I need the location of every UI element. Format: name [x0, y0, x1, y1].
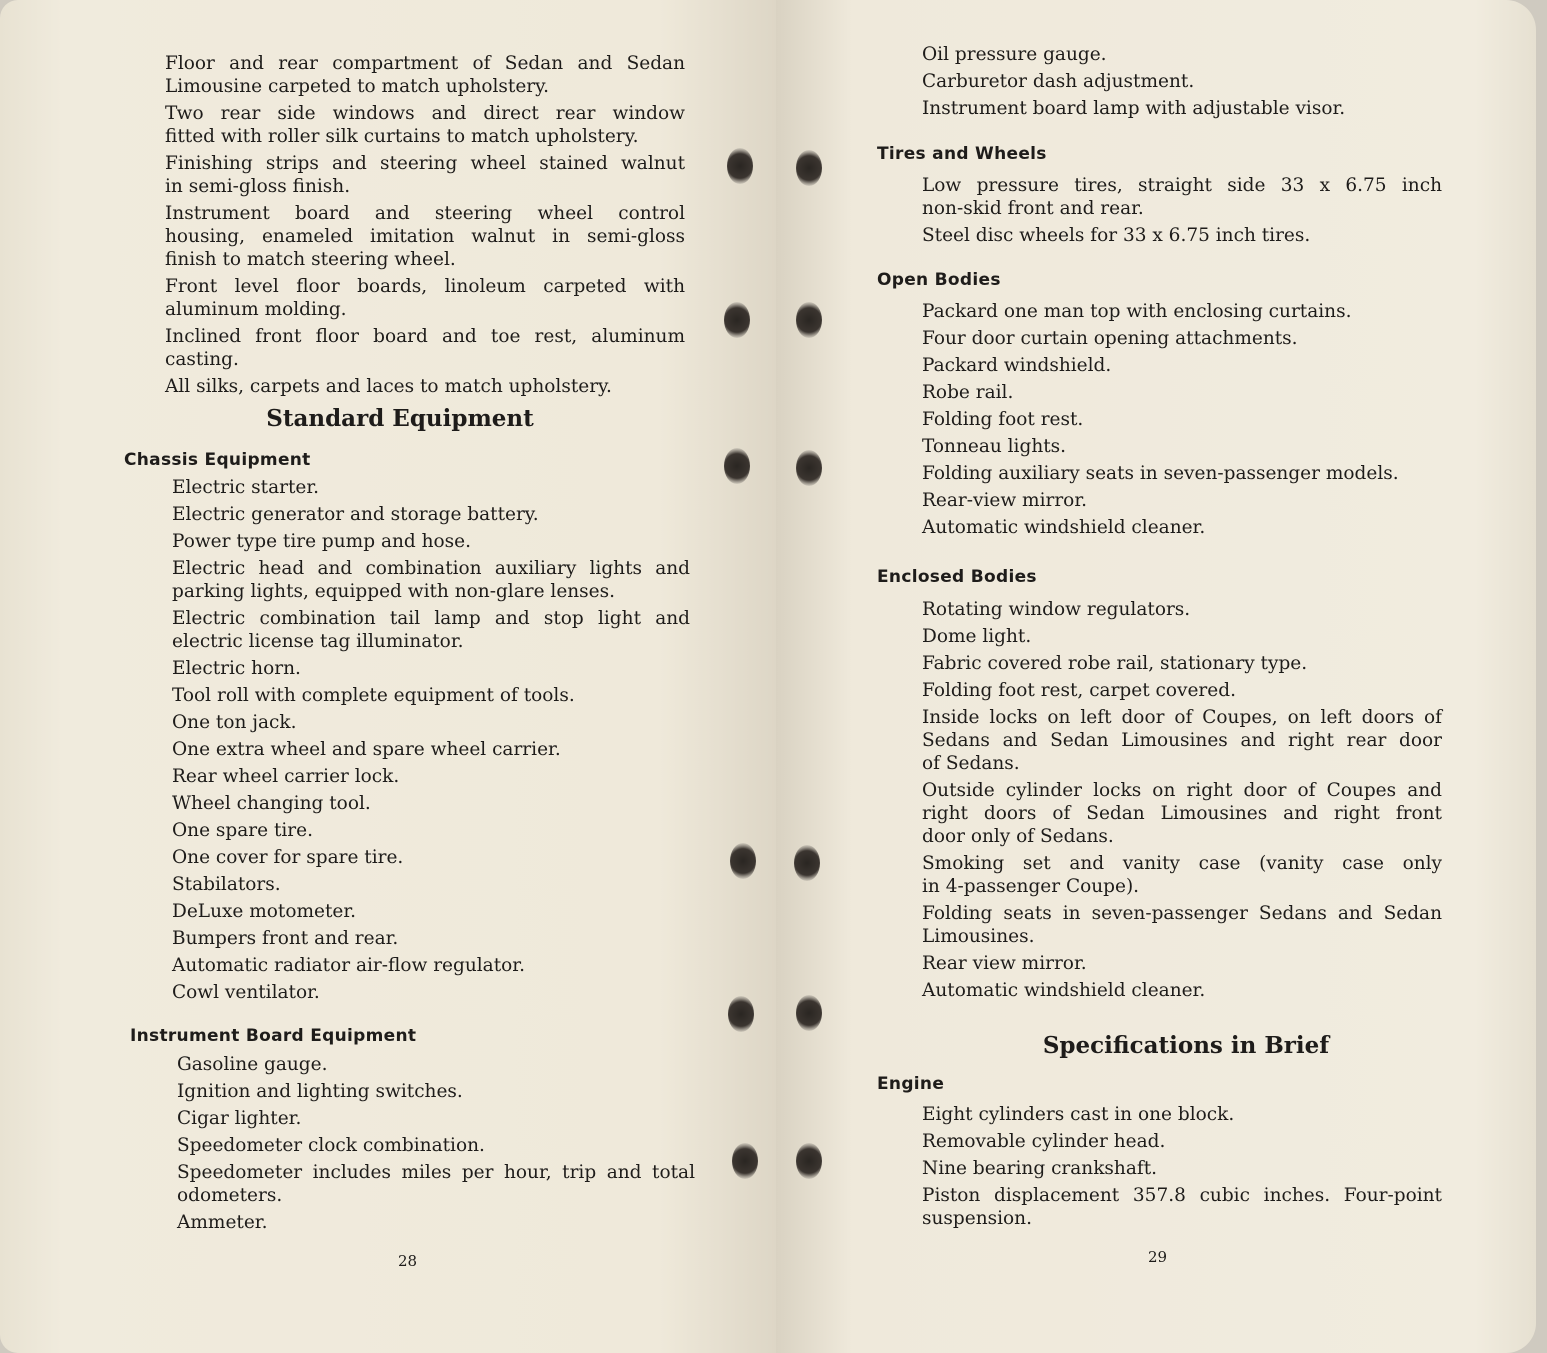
list-item [177, 1161, 695, 1207]
item-line: Low pressure tires, straight side 33 x 6.75 inch [922, 175, 1442, 196]
list-item [922, 1130, 1442, 1153]
list-item [172, 819, 690, 842]
list-item [172, 530, 690, 553]
intro-list [165, 52, 685, 402]
item-line: Oil pressure gauge. [922, 44, 1107, 65]
list-item [172, 792, 690, 815]
list-item [922, 625, 1442, 648]
item-line: Sedans and Sedan Limousines and right rear door [922, 730, 1442, 751]
item-line: Instrument board lamp with adjustable visor. [922, 98, 1346, 119]
page-number: 28 [398, 1252, 418, 1270]
list-item [922, 902, 1442, 948]
subheading-open-bodies: Open Bodies [877, 270, 1001, 290]
list-item [165, 102, 685, 148]
item-line: aluminum molding. [165, 299, 347, 320]
list-item [922, 652, 1442, 675]
item-line: Instrument board and steering wheel control [165, 203, 685, 224]
item-line: Rear wheel carrier lock. [172, 766, 400, 787]
item-line: Gasoline gauge. [177, 1054, 328, 1075]
item-line: Outside cylinder locks on right door of Coupes and [922, 780, 1442, 801]
item-line: Electric generator and storage battery. [172, 504, 539, 525]
chassis-list [172, 476, 690, 1008]
list-item [922, 224, 1442, 247]
list-item [172, 927, 690, 950]
item-line: Electric head and combination auxiliary lights and [172, 558, 690, 579]
item-line: Rear view mirror. [922, 953, 1087, 974]
list-item [165, 275, 685, 321]
binder-hole [732, 1143, 758, 1179]
item-line: Packard one man top with enclosing curtains. [922, 301, 1352, 322]
list-item [922, 435, 1442, 458]
instrument-list [177, 1053, 695, 1238]
item-line: Cowl ventilator. [172, 982, 320, 1003]
list-item [172, 476, 690, 499]
item-line: Electric starter. [172, 477, 320, 498]
binder-hole [724, 302, 750, 338]
subheading-enclosed-bodies: Enclosed Bodies [877, 567, 1037, 587]
item-line: One ton jack. [172, 712, 297, 733]
item-line: right doors of Sedan Limousines and right front [922, 803, 1442, 824]
binder-hole [796, 1143, 822, 1179]
list-item [922, 408, 1442, 431]
item-line: parking lights, equipped with non-glare lenses. [172, 581, 615, 602]
item-line: One cover for spare tire. [172, 847, 404, 868]
item-line: Electric combination tail lamp and stop light and [172, 608, 690, 629]
item-line: Piston displacement 357.8 cubic inches. Four-point [922, 1185, 1442, 1206]
item-line: odometers. [177, 1185, 283, 1206]
binder-hole [796, 450, 822, 486]
list-item [165, 375, 685, 398]
item-line: casting. [165, 349, 239, 370]
list-item [177, 1080, 695, 1103]
list-item [165, 52, 685, 98]
item-line: Eight cylinders cast in one block. [922, 1104, 1235, 1125]
list-item [922, 381, 1442, 404]
item-line: Carburetor dash adjustment. [922, 71, 1195, 92]
list-item [177, 1134, 695, 1157]
list-item [172, 711, 690, 734]
list-item [922, 174, 1442, 220]
right-page [776, 0, 1536, 1353]
subheading-tires-wheels: Tires and Wheels [877, 144, 1047, 164]
item-line: One spare tire. [172, 820, 313, 841]
list-item [177, 1107, 695, 1130]
list-item [172, 607, 690, 653]
item-line: Wheel changing tool. [172, 793, 371, 814]
list-item [922, 1103, 1442, 1126]
item-line: Folding auxiliary seats in seven-passenger models. [922, 463, 1399, 484]
item-line: Tonneau lights. [922, 436, 1067, 457]
item-line: Folding foot rest, carpet covered. [922, 680, 1236, 701]
subheading-instrument-board: Instrument Board Equipment [130, 1026, 417, 1046]
list-item [922, 979, 1442, 1002]
list-item [165, 325, 685, 371]
item-line: Four door curtain opening attachments. [922, 328, 1298, 349]
binder-hole [796, 150, 822, 186]
list-item [172, 981, 690, 1004]
item-line: Rotating window regulators. [922, 599, 1191, 620]
list-item [922, 779, 1442, 848]
list-item [922, 516, 1442, 539]
open-bodies-list [922, 300, 1442, 543]
item-line: Bumpers front and rear. [172, 928, 399, 949]
list-item [165, 152, 685, 198]
list-item [172, 846, 690, 869]
item-line: Front level floor boards, linoleum carpeted with [165, 276, 685, 297]
list-item [165, 202, 685, 271]
item-line: Robe rail. [922, 382, 1014, 403]
item-line: All silks, carpets and laces to match upholstery. [165, 376, 612, 397]
binder-hole [730, 843, 756, 879]
binder-hole [796, 995, 822, 1031]
subheading-chassis: Chassis Equipment [124, 450, 311, 470]
binder-hole [727, 148, 753, 184]
item-line: door only of Sedans. [922, 826, 1114, 847]
list-item [177, 1053, 695, 1076]
item-line: Limousines. [922, 926, 1035, 947]
item-line: Ignition and lighting switches. [177, 1081, 463, 1102]
list-item [922, 462, 1442, 485]
list-item [922, 1184, 1442, 1230]
binder-hole [724, 448, 750, 484]
list-item [172, 657, 690, 680]
item-line: Cigar lighter. [177, 1108, 302, 1129]
list-item [172, 738, 690, 761]
list-item [922, 952, 1442, 975]
list-item [922, 327, 1442, 350]
list-item [172, 765, 690, 788]
list-item [922, 852, 1442, 898]
list-item [922, 706, 1442, 775]
item-line: DeLuxe motometer. [172, 901, 357, 922]
item-line: Automatic radiator air-flow regulator. [172, 955, 525, 976]
list-item [922, 354, 1442, 377]
list-item [172, 954, 690, 977]
item-line: Automatic windshield cleaner. [922, 980, 1206, 1001]
item-line: Speedometer includes miles per hour, trip and total [177, 1162, 695, 1183]
list-item [922, 43, 1442, 66]
item-line: non-skid front and rear. [922, 198, 1144, 219]
list-item [922, 300, 1442, 323]
item-line: Power type tire pump and hose. [172, 531, 471, 552]
list-item [922, 1157, 1442, 1180]
item-line: Folding seats in seven-passenger Sedans and Sedan [922, 903, 1442, 924]
item-line: Packard windshield. [922, 355, 1112, 376]
item-line: Tool roll with complete equipment of tools. [172, 685, 575, 706]
item-line: electric license tag illuminator. [172, 631, 464, 652]
engine-list [922, 1103, 1442, 1234]
list-item [172, 557, 690, 603]
binder-hole [796, 302, 822, 338]
list-item [922, 679, 1442, 702]
item-line: Inclined front floor board and toe rest, aluminum [165, 326, 685, 347]
list-item [172, 684, 690, 707]
item-line: Ammeter. [177, 1212, 268, 1233]
item-line: in 4-passenger Coupe). [922, 876, 1140, 897]
item-line: Finishing strips and steering wheel stained walnut [165, 153, 685, 174]
item-line: One extra wheel and spare wheel carrier. [172, 739, 561, 760]
list-item [922, 97, 1442, 120]
list-item [922, 598, 1442, 621]
item-line: Inside locks on left door of Coupes, on left doors of [922, 707, 1442, 728]
item-line: Nine bearing crankshaft. [922, 1158, 1158, 1179]
item-line: fitted with roller silk curtains to match upholstery. [165, 126, 639, 147]
item-line: Limousine carpeted to match upholstery. [165, 76, 550, 97]
item-line: Stabilators. [172, 874, 281, 895]
item-line: Two rear side windows and direct rear window [165, 103, 685, 124]
item-line: Speedometer clock combination. [177, 1135, 485, 1156]
item-line: housing, enameled imitation walnut in semi-gloss [165, 226, 685, 247]
item-line: in semi-gloss finish. [165, 176, 351, 197]
list-item [172, 873, 690, 896]
item-line: Steel disc wheels for 33 x 6.75 inch tires. [922, 225, 1311, 246]
list-item [172, 503, 690, 526]
item-line: Rear-view mirror. [922, 490, 1088, 511]
item-line: finish to match steering wheel. [165, 249, 456, 270]
item-line: Fabric covered robe rail, stationary type. [922, 653, 1308, 674]
item-line: Folding foot rest. [922, 409, 1084, 430]
list-item [922, 70, 1442, 93]
list-item [172, 900, 690, 923]
section-heading-standard-equipment: Standard Equipment [266, 405, 534, 432]
item-line: of Sedans. [922, 753, 1020, 774]
item-line: Electric horn. [172, 658, 301, 679]
binder-hole [728, 996, 754, 1032]
binder-hole [794, 845, 820, 881]
item-line: suspension. [922, 1208, 1032, 1229]
item-line: Automatic windshield cleaner. [922, 517, 1206, 538]
tires-list [922, 174, 1442, 251]
item-line: Smoking set and vanity case (vanity case only [922, 853, 1442, 874]
page-number: 29 [1148, 1248, 1168, 1266]
subheading-engine: Engine [877, 1074, 945, 1094]
list-item [922, 489, 1442, 512]
item-line: Floor and rear compartment of Sedan and Sedan [165, 53, 685, 74]
instrument-continued-list [922, 43, 1442, 124]
item-line: Removable cylinder head. [922, 1131, 1166, 1152]
enclosed-bodies-list [922, 598, 1442, 1006]
list-item [177, 1211, 695, 1234]
section-heading-specifications: Specifications in Brief [1042, 1032, 1330, 1059]
item-line: Dome light. [922, 626, 1032, 647]
